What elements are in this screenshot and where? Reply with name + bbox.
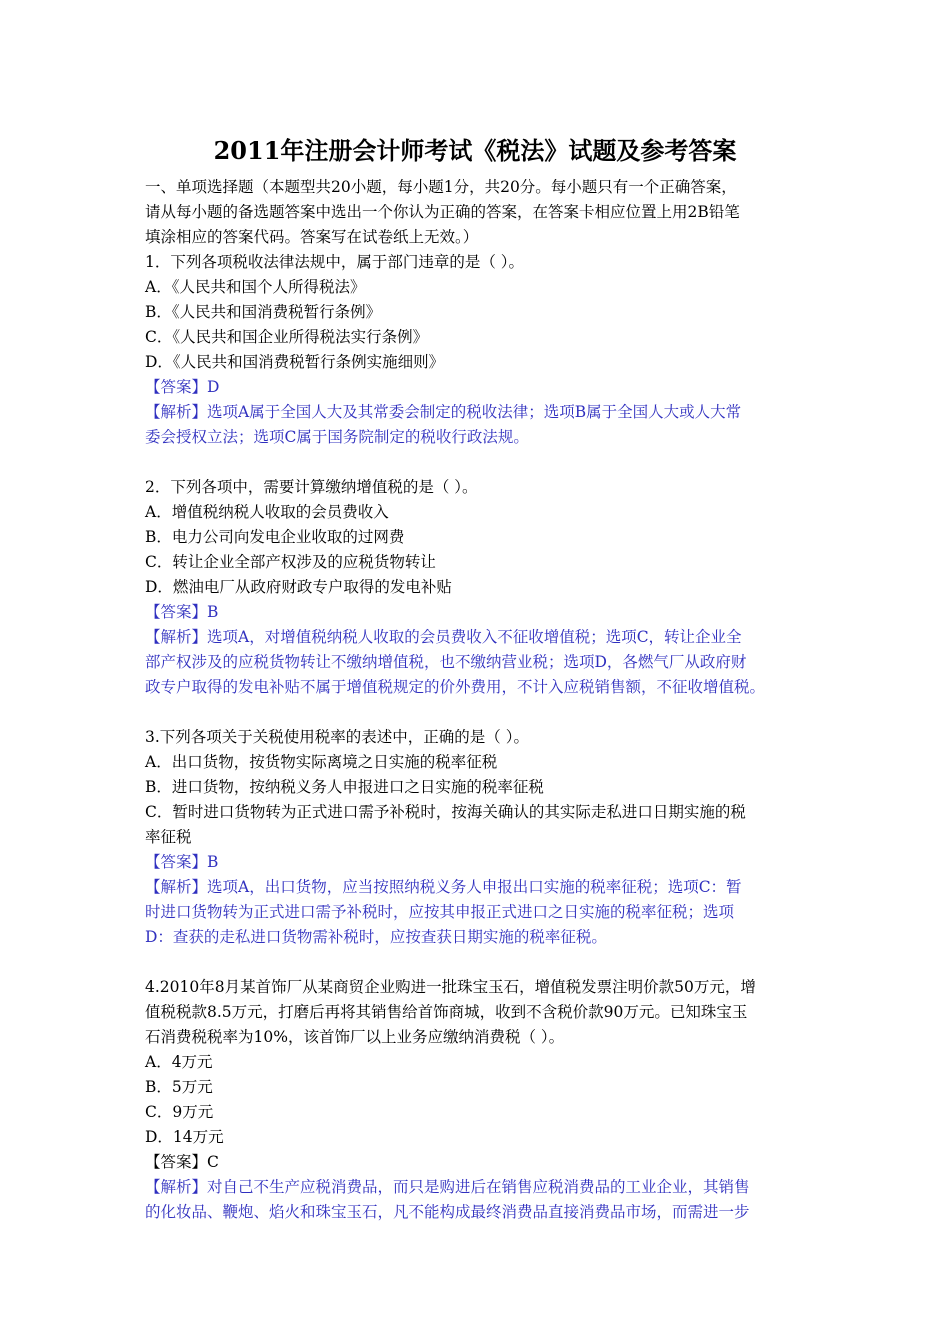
document-title: 2011年注册会计师考试《税法》试题及参考答案 — [213, 136, 737, 165]
option-c: C．暂时进口货物转为正式进口需予补税时，按海关确认的其实际走私进口日期实施的税 — [145, 803, 746, 821]
question-stem: 值税税款8.5万元，打磨后再将其销售给首饰商城，收到不含税价款90万元。已知珠宝玉 — [145, 1003, 748, 1021]
option-a: A．增值税纳税人收取的会员费收入 — [145, 503, 389, 521]
analysis-line: 【解析】选项A属于全国人大及其常委会制定的税收法律；选项B属于全国人大或人大常 — [145, 403, 742, 421]
analysis-line: 政专户取得的发电补贴不属于增值税规定的价外费用，不计入应税销售额，不征收增值税。 — [145, 678, 766, 696]
option-b: B．进口货物，按纳税义务人申报进口之日实施的税率征税 — [145, 778, 544, 796]
analysis-line: D：查获的走私进口货物需补税时，应按查获日期实施的税率征税。 — [145, 928, 607, 946]
option-c-continued: 率征税 — [145, 828, 192, 846]
answer-line: 【答案】D — [145, 378, 220, 396]
analysis-line: 时进口货物转为正式进口需予补税时，应按其申报正式进口之日实施的税率征税；选项 — [145, 903, 735, 921]
text-line: 一、单项选择题（本题型共20小题，每小题1分，共20分。每小题只有一个正确答案， — [145, 178, 737, 196]
blank-line — [145, 700, 815, 725]
analysis-line: 【解析】选项A，出口货物，应当按照纳税义务人申报出口实施的税率征税；选项C：暂 — [145, 878, 742, 896]
option-d: D．《人民共和国消费税暂行条例实施细则》 — [145, 353, 445, 371]
analysis-line: 【解析】选项A，对增值税纳税人收取的会员费收入不征收增值税；选项C，转让企业全 — [145, 628, 742, 646]
option-c: C．转让企业全部产权涉及的应税货物转让 — [145, 553, 436, 571]
document-body — [145, 175, 815, 1225]
blank-line — [145, 450, 815, 475]
question-stem: 石消费税税率为10%，该首饰厂以上业务应缴纳消费税（ ）。 — [145, 1028, 565, 1046]
analysis-line: 【解析】对自己不生产应税消费品，而只是购进后在销售应税消费品的工业企业，其销售 — [145, 1178, 750, 1196]
option-b: B．《人民共和国消费税暂行条例》 — [145, 303, 382, 321]
option-d: D．燃油电厂从政府财政专户取得的发电补贴 — [145, 578, 452, 596]
option-c: C．9万元 — [145, 1103, 214, 1121]
question-3 — [145, 725, 815, 950]
question-stem: 1．下列各项税收法律法规中，属于部门违章的是（ ）。 — [145, 253, 525, 271]
analysis-line: 的化妆品、鞭炮、焰火和珠宝玉石，凡不能构成最终消费品直接消费品市场，而需进一步 — [145, 1203, 750, 1221]
question-4 — [145, 975, 815, 1225]
text-line: 填涂相应的答案代码。答案写在试卷纸上无效。） — [145, 228, 479, 246]
option-c: C．《人民共和国企业所得税法实行条例》 — [145, 328, 429, 346]
option-a: A．《人民共和国个人所得税法》 — [145, 278, 366, 296]
question-stem: 4.2010年8月某首饰厂从某商贸企业购进一批珠宝玉石，增值税发票注明价款50万元，增 — [145, 978, 756, 996]
option-a: A．出口货物，按货物实际离境之日实施的税率征税 — [145, 753, 498, 771]
option-d: D．14万元 — [145, 1128, 224, 1146]
answer-line: 【答案】B — [145, 603, 219, 621]
question-stem: 2．下列各项中，需要计算缴纳增值税的是（ ）。 — [145, 478, 478, 496]
text-line: 请从每小题的备选题答案中选出一个你认为正确的答案，在答案卡相应位置上用2B铅笔 — [145, 203, 740, 221]
question-stem: 3.下列各项关于关税使用税率的表述中，正确的是（ ）。 — [145, 728, 529, 746]
option-a: A．4万元 — [145, 1053, 213, 1071]
option-b: B．5万元 — [145, 1078, 213, 1096]
question-1 — [145, 250, 815, 450]
option-b: B．电力公司向发电企业收取的过网费 — [145, 528, 405, 546]
answer-line: 【答案】B — [145, 853, 219, 871]
question-2 — [145, 475, 815, 700]
blank-line — [145, 950, 815, 975]
analysis-line: 委会授权立法；选项C属于国务院制定的税收行政法规。 — [145, 428, 529, 446]
analysis-line: 部产权涉及的应税货物转让不缴纳增值税，也不缴纳营业税；选项D，各燃气厂从政府财 — [145, 653, 747, 671]
intro-paragraph — [145, 175, 815, 250]
answer-line: 【答案】C — [145, 1153, 219, 1171]
